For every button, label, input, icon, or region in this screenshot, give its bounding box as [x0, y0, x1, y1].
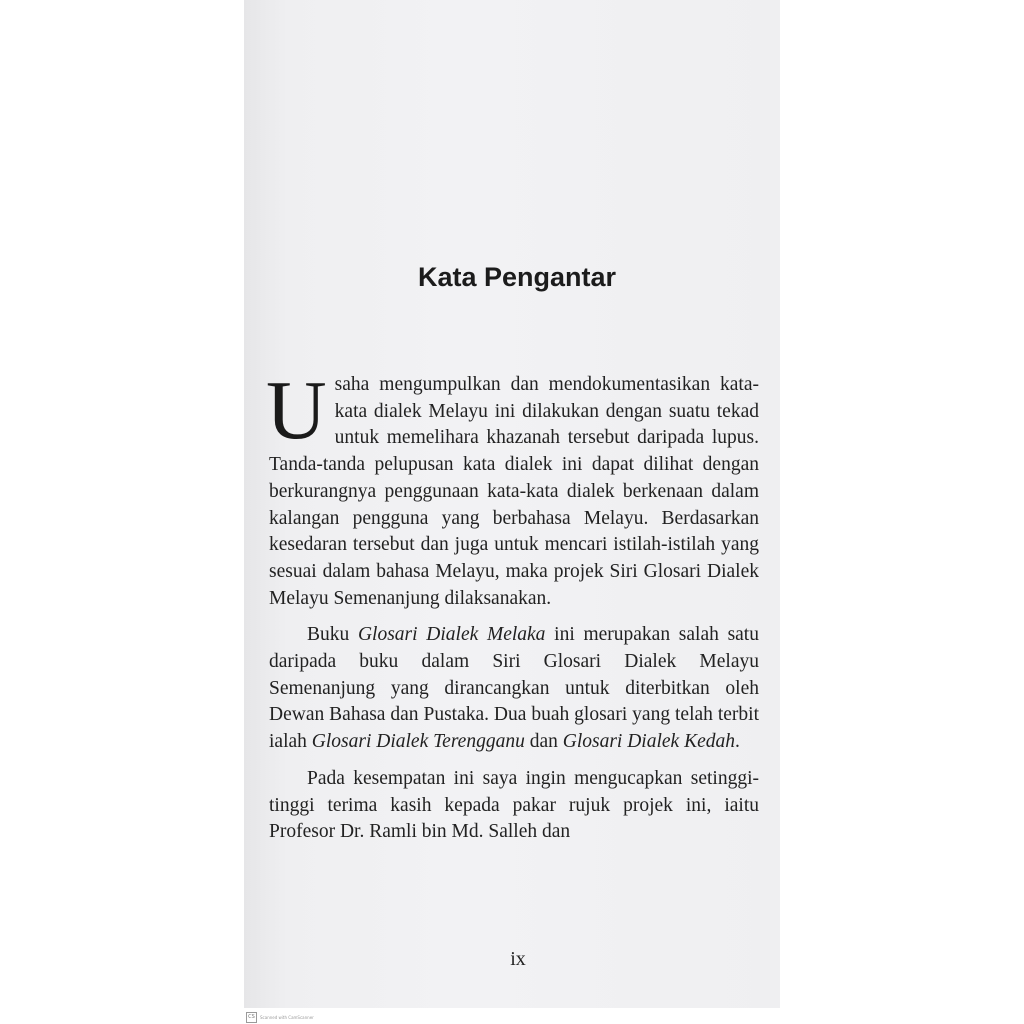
- paragraph-2: [269, 622, 759, 756]
- book-title-kedah: Glosari Dialek Kedah: [562, 731, 735, 753]
- camscanner-logo-icon: CS: [246, 1012, 257, 1023]
- drop-cap: U: [266, 364, 327, 457]
- watermark-text: Scanned with CamScanner: [260, 1014, 314, 1020]
- book-page: [244, 0, 780, 1008]
- scanner-watermark: [246, 1011, 314, 1023]
- paragraph-1-text: saha mengumpulkan dan mendokumentasikan kata-kata dialek Melayu ini dilakukan dengan suatu tekad untuk memelihara khazanah tersebut daripada lupus. Tanda-tanda pelupusan kata dialek ini dapat dilihat dengan berkurangnya penggunaan kata-kata dialek berkenaan dalam kalangan pengguna yang berbahasa Melayu. Berdasarkan kesedaran tersebut dan juga untuk mencari istilah-istilah yang sesuai dalam bahasa Melayu, maka projek Siri Glosari Dialek Melayu Semenanjung dilaksanakan.: [269, 374, 759, 609]
- paragraph-3: Pada kesempatan ini saya ingin mengucapkan setinggi-tinggi terima kasih kepada pakar rujuk projek ini, iaitu Profesor Dr. Ramli bin Md. Salleh dan: [269, 767, 759, 843]
- paragraph-2-text-d: .: [734, 731, 740, 753]
- paragraph-2-text-c: dan: [524, 731, 563, 753]
- body-text: [266, 364, 759, 846]
- paragraph-2-text-a: Buku: [307, 624, 358, 646]
- paragraph-2-text-b: ini merupakan salah satu daripada buku dalam Siri Glosari Dialek Melayu Semenanjung yang dirancangkan untuk diterbitkan oleh Dewan Bahasa dan Pustaka. Dua buah glosari yang telah terbit ialah: [269, 624, 759, 753]
- page-number: ix: [510, 948, 526, 970]
- page-title: Kata Pengantar: [417, 262, 617, 292]
- book-title-terengganu: Glosari Dialek Terengganu: [311, 731, 525, 753]
- paragraph-1: [266, 364, 759, 612]
- book-title-melaka: Glosari Dialek Melaka: [357, 624, 546, 646]
